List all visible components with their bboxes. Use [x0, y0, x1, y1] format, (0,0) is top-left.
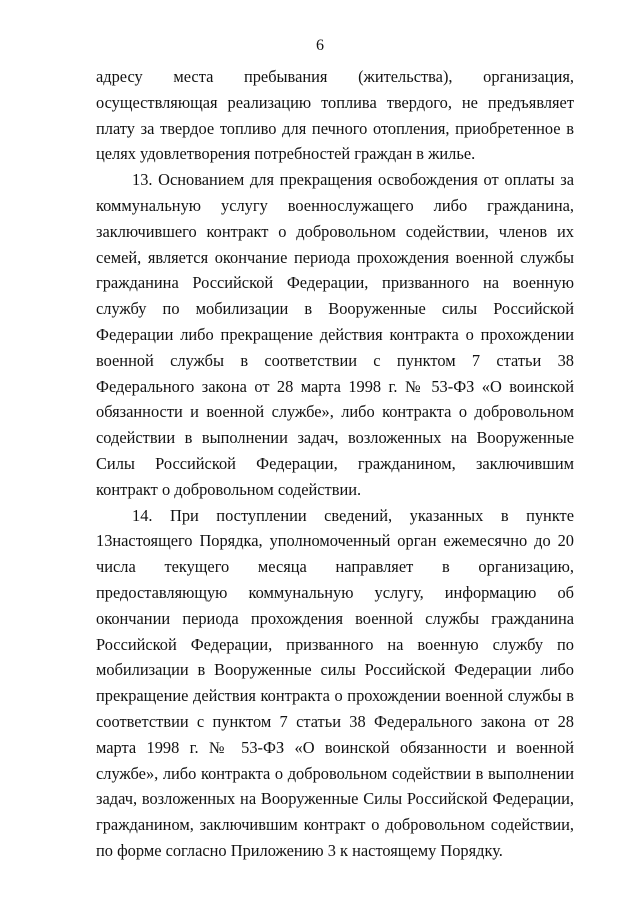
paragraph-item-13: 13. Основанием для прекращения освобождения от оплаты за коммунальную услугу военнослужащего либо гражданина, заключившего контракт о добровольном содействии, членов их семей, является окончание периода прохождения военной службы гражданина Российской Федерации, призванного на военную службу по мобилизации в Вооруженные силы Российской Федерации либо прекращение действия контракта о прохождении военной службы в соответствии с пунктом 7 статьи 38 Федерального закона от 28 марта 1998 г. № 53-ФЗ «О воинской обязанности и военной службе», либо контракта о добровольном содействии в выполнении задач, возложенных на Вооруженные Силы Российской Федерации, гражданином, заключившим контракт о добровольном содействии. — [96, 170, 574, 499]
page-number: 6 — [316, 37, 324, 54]
paragraph-item-14: 14. При поступлении сведений, указанных в пункте 13настоящего Порядка, уполномоченный орган ежемесячно до 20 числа текущего месяца направляет в организацию, предоставляющую коммунальную услугу, информацию об окончании периода прохождения военной службы гражданина Российской Федерации, призванного на военную службу по мобилизации в Вооруженные силы Российской Федерации либо прекращение действия контракта о прохождении военной службы в соответствии с пунктом 7 статьи 38 Федерального закона от 28 марта 1998 г. № 53-ФЗ «О воинской обязанности и военной службе», либо контракта о добровольном содействии в выполнении задач, возложенных на Вооруженные Силы Российской Федерации, гражданином, заключившим контракт о добровольном содействии, по форме согласно Приложению 3 к настоящему Порядку. — [96, 505, 574, 860]
document-body — [96, 64, 574, 864]
paragraph-continuation: адресу места пребывания (жительства), организация, осуществляющая реализацию топлива твердого, не предъявляет плату за твердое топливо для печного отопления, приобретенное в целях удовлетворения потребностей граждан в жилье. — [96, 67, 574, 164]
